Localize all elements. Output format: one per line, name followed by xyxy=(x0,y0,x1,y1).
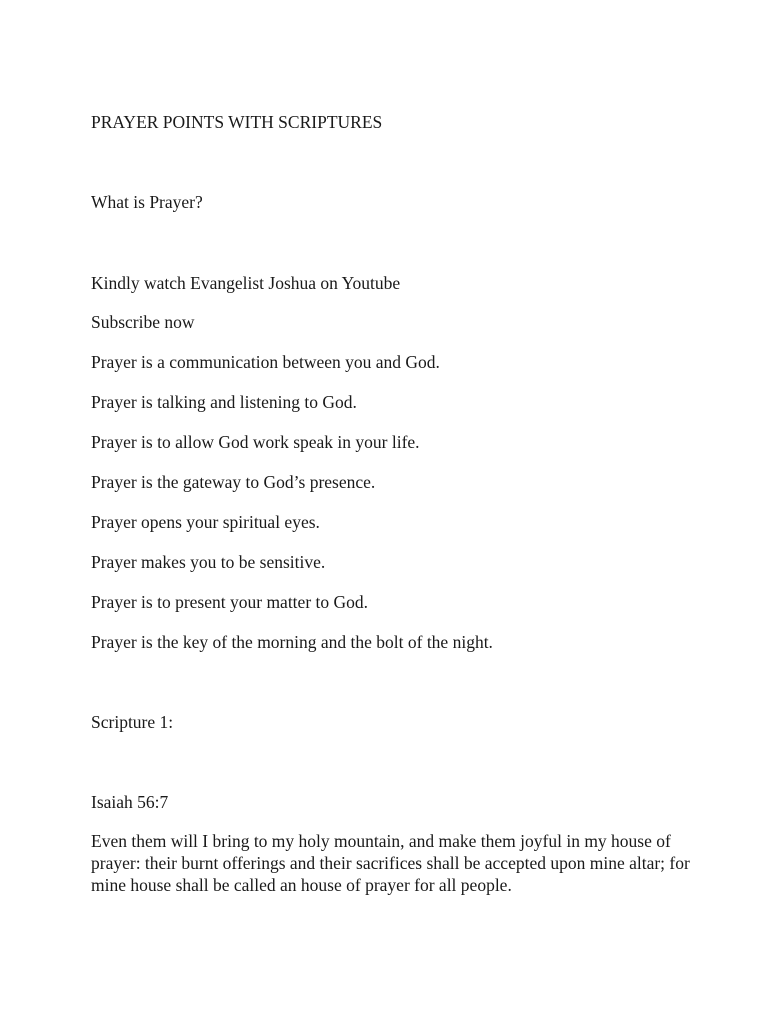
scripture-text: Even them will I bring to my holy mountain, and make them joyful in my house of prayer: their burnt offerings and their sacrifices shall be accepted upon mine altar; for mine house shall be called an house of prayer for all people. xyxy=(91,831,690,895)
scripture-reference: Isaiah 56:7 xyxy=(91,792,169,812)
definition-line: Prayer is talking and listening to God. xyxy=(91,392,357,412)
promo-line: Kindly watch Evangelist Joshua on Youtube xyxy=(91,273,401,293)
section-question: What is Prayer? xyxy=(91,192,203,212)
scripture-heading: Scripture 1: xyxy=(91,712,174,732)
definition-line: Prayer opens your spiritual eyes. xyxy=(91,512,320,532)
promo-line: Subscribe now xyxy=(91,312,195,332)
definition-line: Prayer is to present your matter to God. xyxy=(91,592,369,612)
definition-line: Prayer makes you to be sensitive. xyxy=(91,552,326,572)
definition-line: Prayer is a communication between you and God. xyxy=(91,352,440,372)
definition-line: Prayer is the gateway to God’s presence. xyxy=(91,472,376,492)
definition-line: Prayer is the key of the morning and the bolt of the night. xyxy=(91,632,493,652)
definition-line: Prayer is to allow God work speak in your life. xyxy=(91,432,420,452)
document-title: PRAYER POINTS WITH SCRIPTURES xyxy=(91,112,383,132)
